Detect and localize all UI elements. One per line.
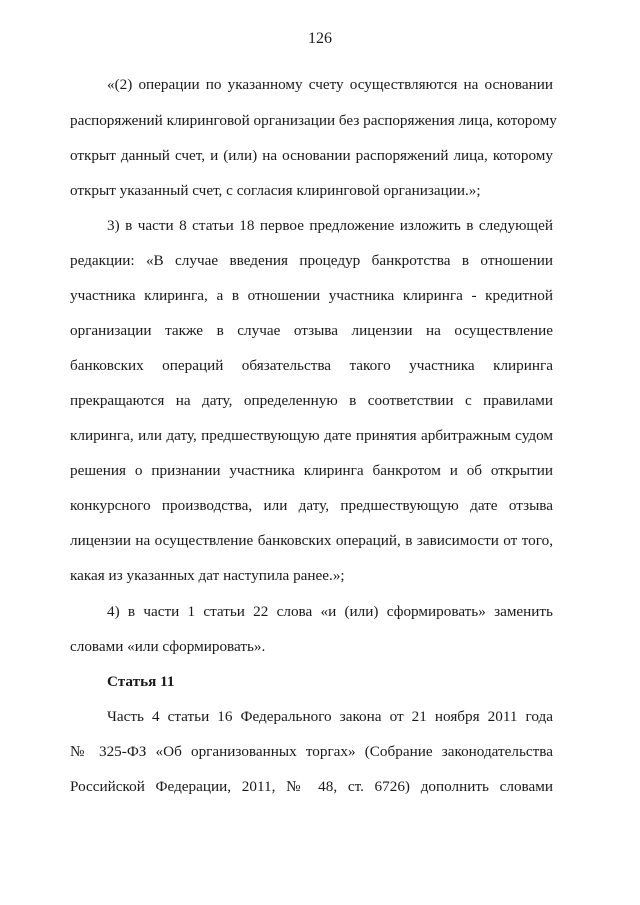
text-line: конкурсного производства, или дату, предшествующую дате отзыва	[70, 497, 553, 514]
text-line: 4) в части 1 статьи 22 слова «и (или) сформировать» заменить	[107, 603, 553, 620]
text-line: лицензии на осуществление банковских операций, в зависимости от того,	[70, 532, 553, 549]
article-heading: Статья 11	[107, 673, 175, 690]
text-line: редакции: «В случае введения процедур банкротства в отношении	[70, 252, 553, 269]
text-line: 3) в части 8 статьи 18 первое предложение изложить в следующей	[107, 217, 553, 234]
text-line: открыт указанный счет, с согласия клиринговой организации.»;	[70, 182, 481, 199]
text-line: какая из указанных дат наступила ранее.»;	[70, 567, 345, 584]
page-number: 126	[308, 30, 332, 47]
text-line: участника клиринга, а в отношении участника клиринга - кредитной	[70, 287, 553, 304]
text-line: № 325-ФЗ «Об организованных торгах» (Собрание законодательства	[70, 743, 553, 760]
text-line: «(2) операции по указанному счету осуществляются на основании	[107, 76, 553, 93]
text-line: открыт данный счет, и (или) на основании распоряжений лица, которому	[70, 147, 553, 164]
text-line: словами «или сформировать».	[70, 638, 266, 655]
text-line: банковских операций обязательства такого участника клиринга	[70, 357, 553, 374]
text-line: Часть 4 статьи 16 Федерального закона от 21 ноября 2011 года	[107, 708, 553, 725]
text-line: распоряжений клиринговой организации без распоряжения лица, которому	[70, 112, 557, 129]
text-line: решения о признании участника клиринга банкротом и об открытии	[70, 462, 553, 479]
text-line: Российской Федерации, 2011, № 48, ст. 6726) дополнить словами	[70, 778, 553, 795]
text-line: прекращаются на дату, определенную в соответствии с правилами	[70, 392, 553, 409]
text-line: организации также в случае отзыва лицензии на осуществление	[70, 322, 553, 339]
text-line: клиринга, или дату, предшествующую дате принятия арбитражным судом	[70, 427, 553, 444]
